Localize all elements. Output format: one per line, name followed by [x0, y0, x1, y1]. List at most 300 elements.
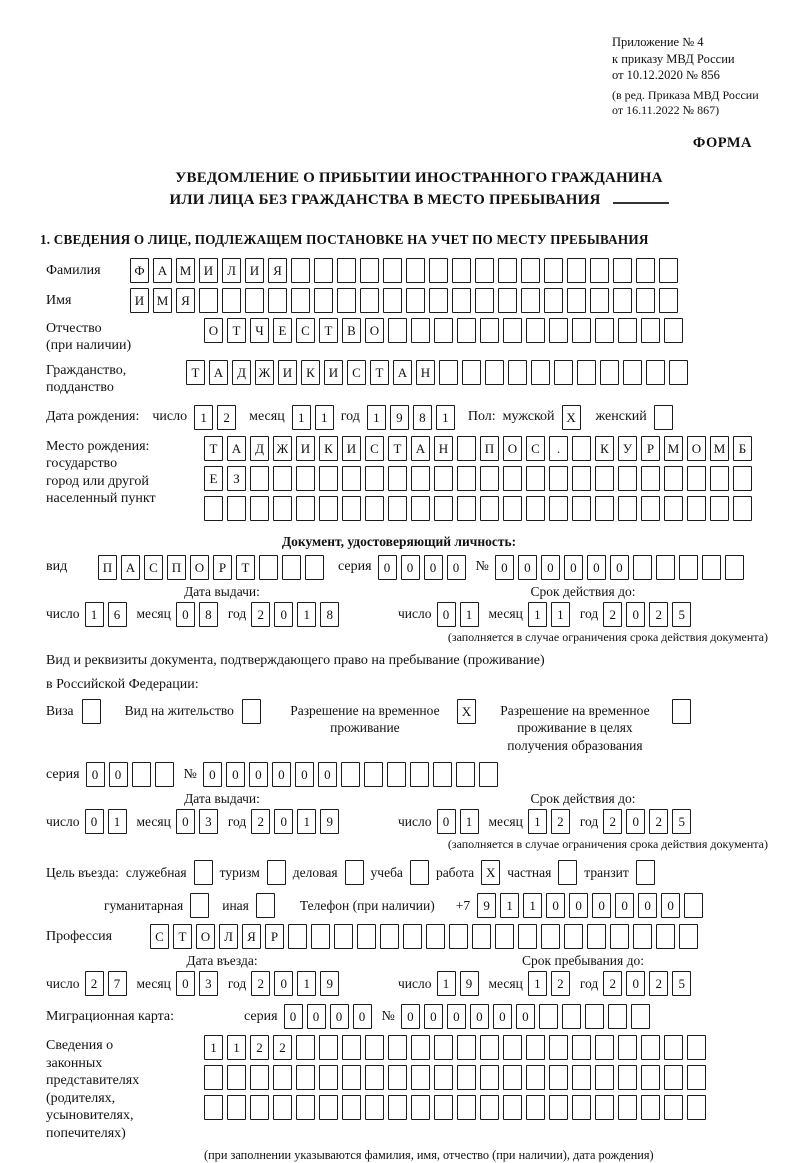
char-cell[interactable]: [544, 288, 563, 313]
char-cell[interactable]: 0: [203, 762, 222, 787]
char-cell[interactable]: [564, 924, 583, 949]
char-cell[interactable]: Р: [265, 924, 284, 949]
char-cell[interactable]: [572, 436, 591, 461]
char-cell[interactable]: [618, 1035, 637, 1060]
char-cell[interactable]: [314, 258, 333, 283]
char-cell[interactable]: 0: [546, 893, 565, 918]
char-cell[interactable]: [664, 466, 683, 491]
char-cell[interactable]: [268, 288, 287, 313]
char-cell[interactable]: [710, 466, 729, 491]
char-cell[interactable]: [288, 924, 307, 949]
char-cell[interactable]: [388, 1065, 407, 1090]
char-cell[interactable]: 0: [176, 809, 195, 834]
char-cell[interactable]: [526, 496, 545, 521]
char-cell[interactable]: 0: [274, 971, 293, 996]
char-cell[interactable]: [503, 318, 522, 343]
char-cell[interactable]: О: [687, 436, 706, 461]
char-cell[interactable]: [572, 466, 591, 491]
char-cell[interactable]: [567, 258, 586, 283]
char-cell[interactable]: П: [480, 436, 499, 461]
char-cell[interactable]: 0: [401, 1004, 420, 1029]
char-cell[interactable]: 2: [250, 1035, 269, 1060]
char-cell[interactable]: [679, 924, 698, 949]
char-cell[interactable]: [526, 466, 545, 491]
char-cell[interactable]: 0: [541, 555, 560, 580]
char-cell[interactable]: [434, 1065, 453, 1090]
char-cell[interactable]: [360, 288, 379, 313]
char-cell[interactable]: [388, 1035, 407, 1060]
char-cell[interactable]: [452, 258, 471, 283]
char-cell[interactable]: 5: [672, 602, 691, 627]
char-cell[interactable]: 2: [603, 809, 622, 834]
char-cell[interactable]: [590, 288, 609, 313]
char-cell[interactable]: [204, 1065, 223, 1090]
char-cell[interactable]: 0: [447, 1004, 466, 1029]
char-cell[interactable]: [646, 360, 665, 385]
char-cell[interactable]: [654, 405, 673, 430]
birth-month-boxes[interactable]: [292, 405, 334, 430]
stay-year-boxes[interactable]: [603, 971, 691, 996]
char-cell[interactable]: [337, 288, 356, 313]
char-cell[interactable]: [526, 318, 545, 343]
char-cell[interactable]: В: [342, 318, 361, 343]
char-cell[interactable]: [549, 1095, 568, 1120]
char-cell[interactable]: А: [393, 360, 412, 385]
char-cell[interactable]: М: [176, 258, 195, 283]
char-cell[interactable]: [641, 496, 660, 521]
char-cell[interactable]: [411, 318, 430, 343]
char-cell[interactable]: [387, 762, 406, 787]
char-cell[interactable]: [554, 360, 573, 385]
char-cell[interactable]: С: [365, 436, 384, 461]
legal-row1-boxes[interactable]: [204, 1035, 706, 1060]
char-cell[interactable]: [613, 288, 632, 313]
char-cell[interactable]: 0: [516, 1004, 535, 1029]
char-cell[interactable]: [687, 1095, 706, 1120]
char-cell[interactable]: 0: [447, 555, 466, 580]
char-cell[interactable]: Д: [250, 436, 269, 461]
residence-issue-day-boxes[interactable]: [85, 809, 127, 834]
char-cell[interactable]: О: [190, 555, 209, 580]
char-cell[interactable]: 0: [401, 555, 420, 580]
char-cell[interactable]: 0: [587, 555, 606, 580]
char-cell[interactable]: [388, 318, 407, 343]
char-cell[interactable]: Н: [434, 436, 453, 461]
char-cell[interactable]: 0: [274, 602, 293, 627]
char-cell[interactable]: 0: [638, 893, 657, 918]
char-cell[interactable]: [457, 466, 476, 491]
char-cell[interactable]: [296, 1065, 315, 1090]
char-cell[interactable]: [475, 258, 494, 283]
char-cell[interactable]: [296, 1095, 315, 1120]
char-cell[interactable]: [364, 762, 383, 787]
migration-seriya-boxes[interactable]: [284, 1004, 372, 1029]
char-cell[interactable]: 0: [274, 809, 293, 834]
char-cell[interactable]: [498, 288, 517, 313]
citizenship-boxes[interactable]: [186, 360, 688, 385]
char-cell[interactable]: [480, 318, 499, 343]
char-cell[interactable]: 0: [437, 602, 456, 627]
char-cell[interactable]: 7: [108, 971, 127, 996]
char-cell[interactable]: [462, 360, 481, 385]
char-cell[interactable]: 0: [295, 762, 314, 787]
char-cell[interactable]: 0: [661, 893, 680, 918]
char-cell[interactable]: [410, 860, 429, 885]
char-cell[interactable]: [572, 496, 591, 521]
temp-permit-checkbox[interactable]: [457, 699, 476, 724]
char-cell[interactable]: 0: [626, 602, 645, 627]
char-cell[interactable]: Т: [370, 360, 389, 385]
stay-month-boxes[interactable]: [528, 971, 570, 996]
char-cell[interactable]: 6: [108, 602, 127, 627]
char-cell[interactable]: [291, 258, 310, 283]
char-cell[interactable]: Т: [227, 318, 246, 343]
char-cell[interactable]: [337, 258, 356, 283]
char-cell[interactable]: [227, 1065, 246, 1090]
char-cell[interactable]: И: [342, 436, 361, 461]
char-cell[interactable]: 0: [626, 809, 645, 834]
char-cell[interactable]: 0: [85, 809, 104, 834]
residence-number-boxes[interactable]: [203, 762, 498, 787]
char-cell[interactable]: [587, 924, 606, 949]
residence-issue-year-boxes[interactable]: [251, 809, 339, 834]
char-cell[interactable]: 2: [649, 971, 668, 996]
char-cell[interactable]: 1: [528, 971, 547, 996]
char-cell[interactable]: [342, 1095, 361, 1120]
char-cell[interactable]: Ф: [130, 258, 149, 283]
char-cell[interactable]: [485, 360, 504, 385]
char-cell[interactable]: Ж: [255, 360, 274, 385]
char-cell[interactable]: 0: [518, 555, 537, 580]
char-cell[interactable]: 0: [437, 809, 456, 834]
char-cell[interactable]: О: [365, 318, 384, 343]
char-cell[interactable]: [250, 1095, 269, 1120]
char-cell[interactable]: П: [98, 555, 117, 580]
char-cell[interactable]: [480, 1035, 499, 1060]
char-cell[interactable]: 0: [318, 762, 337, 787]
char-cell[interactable]: 0: [495, 555, 514, 580]
char-cell[interactable]: Р: [641, 436, 660, 461]
char-cell[interactable]: [656, 924, 675, 949]
char-cell[interactable]: [273, 1095, 292, 1120]
char-cell[interactable]: [613, 258, 632, 283]
char-cell[interactable]: [472, 924, 491, 949]
char-cell[interactable]: [411, 466, 430, 491]
char-cell[interactable]: 0: [353, 1004, 372, 1029]
char-cell[interactable]: [618, 1065, 637, 1090]
char-cell[interactable]: [250, 496, 269, 521]
char-cell[interactable]: [618, 318, 637, 343]
char-cell[interactable]: [659, 258, 678, 283]
char-cell[interactable]: 2: [551, 809, 570, 834]
char-cell[interactable]: 0: [378, 555, 397, 580]
char-cell[interactable]: [641, 1065, 660, 1090]
doc-seriya-boxes[interactable]: [378, 555, 466, 580]
char-cell[interactable]: 2: [649, 602, 668, 627]
char-cell[interactable]: [495, 924, 514, 949]
char-cell[interactable]: 2: [649, 809, 668, 834]
char-cell[interactable]: [669, 360, 688, 385]
char-cell[interactable]: [480, 1065, 499, 1090]
char-cell[interactable]: О: [503, 436, 522, 461]
char-cell[interactable]: [291, 288, 310, 313]
char-cell[interactable]: [595, 1065, 614, 1090]
char-cell[interactable]: [365, 1065, 384, 1090]
char-cell[interactable]: [250, 466, 269, 491]
char-cell[interactable]: [684, 893, 703, 918]
char-cell[interactable]: [267, 860, 286, 885]
char-cell[interactable]: [585, 1004, 604, 1029]
char-cell[interactable]: [383, 258, 402, 283]
char-cell[interactable]: 0: [626, 971, 645, 996]
char-cell[interactable]: 0: [330, 1004, 349, 1029]
char-cell[interactable]: [577, 360, 596, 385]
char-cell[interactable]: [388, 496, 407, 521]
char-cell[interactable]: [503, 466, 522, 491]
char-cell[interactable]: [411, 496, 430, 521]
char-cell[interactable]: [222, 288, 241, 313]
char-cell[interactable]: [439, 360, 458, 385]
char-cell[interactable]: 8: [413, 405, 432, 430]
char-cell[interactable]: [245, 288, 264, 313]
char-cell[interactable]: Т: [236, 555, 255, 580]
purpose-study-checkbox[interactable]: [410, 860, 429, 885]
char-cell[interactable]: Т: [204, 436, 223, 461]
char-cell[interactable]: [518, 924, 537, 949]
char-cell[interactable]: [641, 1095, 660, 1120]
char-cell[interactable]: 9: [320, 971, 339, 996]
char-cell[interactable]: 0: [272, 762, 291, 787]
char-cell[interactable]: [595, 466, 614, 491]
char-cell[interactable]: С: [526, 436, 545, 461]
char-cell[interactable]: [411, 1035, 430, 1060]
char-cell[interactable]: И: [324, 360, 343, 385]
char-cell[interactable]: 0: [249, 762, 268, 787]
char-cell[interactable]: [403, 924, 422, 949]
char-cell[interactable]: И: [199, 258, 218, 283]
char-cell[interactable]: 2: [85, 971, 104, 996]
char-cell[interactable]: [503, 1035, 522, 1060]
char-cell[interactable]: [725, 555, 744, 580]
patronymic-boxes[interactable]: [204, 318, 683, 343]
char-cell[interactable]: 0: [226, 762, 245, 787]
char-cell[interactable]: 2: [603, 971, 622, 996]
char-cell[interactable]: И: [245, 258, 264, 283]
char-cell[interactable]: [608, 1004, 627, 1029]
char-cell[interactable]: Л: [219, 924, 238, 949]
char-cell[interactable]: 1: [460, 602, 479, 627]
char-cell[interactable]: [664, 1095, 683, 1120]
purpose-official-checkbox[interactable]: [194, 860, 213, 885]
char-cell[interactable]: 5: [672, 971, 691, 996]
char-cell[interactable]: Т: [319, 318, 338, 343]
char-cell[interactable]: [334, 924, 353, 949]
char-cell[interactable]: [345, 860, 364, 885]
char-cell[interactable]: [633, 555, 652, 580]
char-cell[interactable]: [475, 288, 494, 313]
char-cell[interactable]: [204, 496, 223, 521]
char-cell[interactable]: 0: [569, 893, 588, 918]
char-cell[interactable]: [480, 1095, 499, 1120]
char-cell[interactable]: 1: [528, 809, 547, 834]
char-cell[interactable]: 9: [320, 809, 339, 834]
char-cell[interactable]: К: [319, 436, 338, 461]
char-cell[interactable]: Н: [416, 360, 435, 385]
char-cell[interactable]: 2: [251, 809, 270, 834]
char-cell[interactable]: [434, 1095, 453, 1120]
stay-day-boxes[interactable]: [437, 971, 479, 996]
residence-valid-month-boxes[interactable]: [528, 809, 570, 834]
char-cell[interactable]: [296, 466, 315, 491]
char-cell[interactable]: 1: [551, 602, 570, 627]
char-cell[interactable]: 1: [297, 971, 316, 996]
entry-year-boxes[interactable]: [251, 971, 339, 996]
char-cell[interactable]: [521, 258, 540, 283]
char-cell[interactable]: [426, 924, 445, 949]
char-cell[interactable]: Р: [213, 555, 232, 580]
char-cell[interactable]: М: [664, 436, 683, 461]
char-cell[interactable]: [452, 288, 471, 313]
char-cell[interactable]: 0: [176, 602, 195, 627]
char-cell[interactable]: [411, 1095, 430, 1120]
char-cell[interactable]: [388, 1095, 407, 1120]
char-cell[interactable]: [549, 466, 568, 491]
char-cell[interactable]: [457, 436, 476, 461]
sex-female-checkbox[interactable]: [654, 405, 673, 430]
char-cell[interactable]: [449, 924, 468, 949]
char-cell[interactable]: [633, 924, 652, 949]
char-cell[interactable]: [618, 1095, 637, 1120]
char-cell[interactable]: С: [150, 924, 169, 949]
residence-valid-year-boxes[interactable]: [603, 809, 691, 834]
legal-row3-boxes[interactable]: [204, 1095, 706, 1120]
char-cell[interactable]: 0: [470, 1004, 489, 1029]
char-cell[interactable]: 1: [297, 602, 316, 627]
char-cell[interactable]: [457, 1035, 476, 1060]
char-cell[interactable]: [319, 1035, 338, 1060]
char-cell[interactable]: [558, 860, 577, 885]
char-cell[interactable]: [549, 1035, 568, 1060]
char-cell[interactable]: [672, 699, 691, 724]
char-cell[interactable]: [311, 924, 330, 949]
char-cell[interactable]: 0: [564, 555, 583, 580]
purpose-private-checkbox[interactable]: [558, 860, 577, 885]
char-cell[interactable]: 1: [297, 809, 316, 834]
char-cell[interactable]: Т: [388, 436, 407, 461]
char-cell[interactable]: О: [196, 924, 215, 949]
char-cell[interactable]: [521, 288, 540, 313]
char-cell[interactable]: [305, 555, 324, 580]
char-cell[interactable]: [434, 496, 453, 521]
char-cell[interactable]: [457, 318, 476, 343]
char-cell[interactable]: [388, 466, 407, 491]
char-cell[interactable]: [595, 1035, 614, 1060]
char-cell[interactable]: [429, 258, 448, 283]
char-cell[interactable]: И: [130, 288, 149, 313]
birth-place-row3-boxes[interactable]: [204, 496, 752, 521]
char-cell[interactable]: Т: [173, 924, 192, 949]
char-cell[interactable]: И: [296, 436, 315, 461]
char-cell[interactable]: [687, 466, 706, 491]
sex-male-checkbox[interactable]: [562, 405, 581, 430]
char-cell[interactable]: [590, 258, 609, 283]
char-cell[interactable]: [434, 466, 453, 491]
char-cell[interactable]: X: [481, 860, 500, 885]
char-cell[interactable]: С: [144, 555, 163, 580]
char-cell[interactable]: 1: [437, 971, 456, 996]
char-cell[interactable]: М: [153, 288, 172, 313]
char-cell[interactable]: 8: [199, 602, 218, 627]
birth-place-row1-boxes[interactable]: [204, 436, 752, 461]
char-cell[interactable]: [250, 1065, 269, 1090]
purpose-tourism-checkbox[interactable]: [267, 860, 286, 885]
char-cell[interactable]: [641, 1035, 660, 1060]
char-cell[interactable]: [282, 555, 301, 580]
char-cell[interactable]: [319, 466, 338, 491]
char-cell[interactable]: [342, 466, 361, 491]
char-cell[interactable]: [572, 1065, 591, 1090]
char-cell[interactable]: 1: [500, 893, 519, 918]
char-cell[interactable]: 0: [284, 1004, 303, 1029]
char-cell[interactable]: [199, 288, 218, 313]
char-cell[interactable]: [687, 1035, 706, 1060]
char-cell[interactable]: [664, 496, 683, 521]
char-cell[interactable]: 1: [227, 1035, 246, 1060]
char-cell[interactable]: [319, 496, 338, 521]
purpose-transit-checkbox[interactable]: [636, 860, 655, 885]
birth-year-boxes[interactable]: [367, 405, 455, 430]
char-cell[interactable]: [687, 1065, 706, 1090]
visa-checkbox[interactable]: [82, 699, 101, 724]
char-cell[interactable]: [457, 1095, 476, 1120]
char-cell[interactable]: 1: [292, 405, 311, 430]
char-cell[interactable]: [380, 924, 399, 949]
char-cell[interactable]: [259, 555, 278, 580]
birth-day-boxes[interactable]: [194, 405, 236, 430]
char-cell[interactable]: [365, 1035, 384, 1060]
char-cell[interactable]: [360, 258, 379, 283]
char-cell[interactable]: М: [710, 436, 729, 461]
char-cell[interactable]: А: [121, 555, 140, 580]
char-cell[interactable]: С: [347, 360, 366, 385]
char-cell[interactable]: С: [296, 318, 315, 343]
char-cell[interactable]: [319, 1065, 338, 1090]
char-cell[interactable]: Е: [273, 318, 292, 343]
char-cell[interactable]: 2: [251, 602, 270, 627]
char-cell[interactable]: 1: [528, 602, 547, 627]
char-cell[interactable]: [508, 360, 527, 385]
char-cell[interactable]: [273, 466, 292, 491]
char-cell[interactable]: [429, 288, 448, 313]
char-cell[interactable]: X: [457, 699, 476, 724]
entry-day-boxes[interactable]: [85, 971, 127, 996]
char-cell[interactable]: 0: [109, 762, 128, 787]
char-cell[interactable]: [503, 1095, 522, 1120]
char-cell[interactable]: 2: [551, 971, 570, 996]
char-cell[interactable]: [544, 258, 563, 283]
char-cell[interactable]: 9: [460, 971, 479, 996]
char-cell[interactable]: [227, 1095, 246, 1120]
char-cell[interactable]: Д: [232, 360, 251, 385]
char-cell[interactable]: Я: [176, 288, 195, 313]
char-cell[interactable]: [664, 1035, 683, 1060]
char-cell[interactable]: [710, 496, 729, 521]
char-cell[interactable]: [526, 1095, 545, 1120]
char-cell[interactable]: [383, 288, 402, 313]
char-cell[interactable]: [503, 496, 522, 521]
char-cell[interactable]: [480, 496, 499, 521]
char-cell[interactable]: Я: [268, 258, 287, 283]
